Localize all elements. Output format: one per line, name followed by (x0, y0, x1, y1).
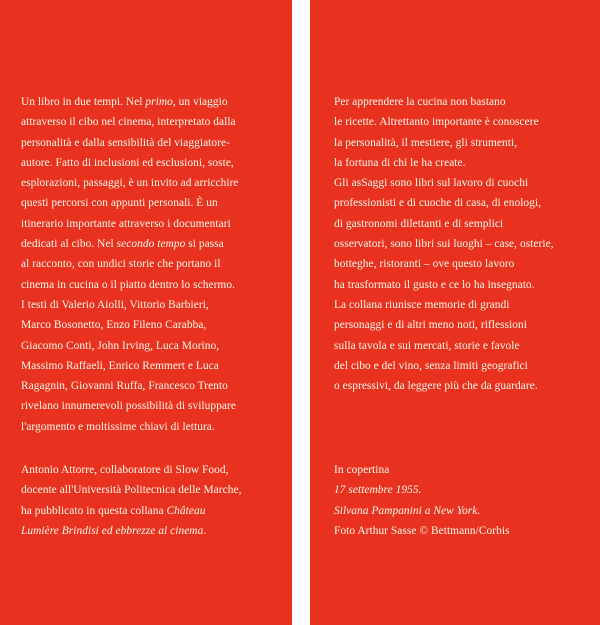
text-run: I testi di Valerio Aiolli, Vittorio Barbieri, (21, 298, 209, 311)
text-run: si passa (185, 238, 224, 251)
text-run: In copertina (334, 464, 390, 476)
text-run: osservatori, sono libri sui luoghi – case, osterie, (334, 238, 554, 251)
text-line (334, 356, 592, 376)
text-run: Antonio Attorre, collaboratore di Slow Food, (21, 464, 229, 476)
text-line (334, 234, 592, 254)
text-line (334, 173, 592, 193)
text-line (21, 501, 283, 521)
text-line (21, 376, 283, 396)
text-run: Ragagnin, Giovanni Ruffa, Francesco Trento (21, 380, 228, 393)
text-run: Gli asSaggi sono libri sul lavoro di cuochi (334, 177, 529, 190)
text-line (21, 193, 283, 213)
text-line (334, 193, 592, 213)
left-page (0, 0, 292, 625)
series-description (334, 92, 592, 396)
text-line (21, 315, 283, 335)
text-run: al racconto, con undici storie che portano il (21, 258, 221, 271)
cover-credit (334, 460, 592, 541)
text-run: esplorazioni, passaggi, è un invito ad arricchire (21, 177, 239, 190)
text-line (334, 133, 592, 153)
text-line (21, 254, 283, 274)
text-line (334, 92, 592, 112)
text-run: Foto Arthur Sasse © Bettmann/Corbis (334, 524, 510, 537)
italic-text: Château (166, 504, 206, 517)
text-run: autore. Fatto di inclusioni ed esclusioni, soste, (21, 156, 234, 169)
text-run: personaggi e di altri meno noti, riflessioni (334, 319, 527, 332)
text-line (334, 521, 592, 541)
text-run: rivelano innumerevoli possibilità di sviluppare (21, 400, 236, 413)
right-page (310, 0, 600, 625)
text-run: questi percorsi con appunti personali. È un (21, 197, 218, 210)
text-line (334, 315, 592, 335)
text-line (21, 112, 283, 132)
text-line (334, 275, 592, 295)
text-run: personalità e dalla sensibilità del viaggiatore- (21, 136, 230, 149)
text-run: Giacomo Conti, John Irving, Luca Morino, (21, 339, 220, 352)
text-line (21, 234, 283, 254)
text-run: , un viaggio (172, 96, 228, 108)
text-run: Marco Bosonetto, Enzo Fileno Carabba, (21, 319, 207, 332)
text-run: botteghe, ristoranti – ove questo lavoro (334, 258, 515, 271)
text-run: Un libro in due tempi. Nel (21, 96, 146, 108)
text-run: le ricette. Altrettanto importante è conoscere (334, 116, 539, 129)
text-run: ha pubblicato in questa collana (21, 504, 167, 517)
text-run: docente all'Università Politecnica delle Marche, (21, 484, 242, 497)
page-gutter (292, 0, 310, 625)
text-run: La collana riunisce memorie di grandi (334, 298, 510, 311)
text-line (334, 480, 592, 500)
text-run: . (203, 524, 207, 537)
text-line (334, 214, 592, 234)
text-run: professionisti e di cuoche di casa, di enologi, (334, 197, 542, 210)
text-run: Per apprendere la cucina non bastano (334, 96, 506, 108)
italic-text: secondo tempo (116, 238, 186, 251)
text-line (21, 173, 283, 193)
text-line (21, 92, 283, 112)
text-line (334, 376, 592, 396)
text-run: sulla tavola e sui mercati, storie e favole (334, 339, 520, 352)
text-run: cinema in cucina o il piatto dentro lo schermo. (21, 278, 235, 291)
text-line (334, 112, 592, 132)
text-line (21, 133, 283, 153)
text-run: o espressivi, da leggere più che da guardare. (334, 380, 538, 393)
text-line (334, 153, 592, 173)
italic-text: Lumière Brindisi ed ebbrezze al cinema (21, 524, 204, 537)
text-run: Massimo Raffaeli, Enrico Remmert e Luca (21, 359, 219, 372)
text-line (21, 356, 283, 376)
text-run: l'argomento e moltissime chiavi di lettura. (21, 420, 215, 433)
text-run: la fortuna di chi le ha create. (334, 156, 466, 169)
text-line (334, 460, 592, 480)
text-line (21, 460, 283, 480)
italic-text: 17 settembre 1955. (334, 484, 422, 497)
text-line (21, 480, 283, 500)
text-line (21, 153, 283, 173)
text-run: itinerario importante attraverso i documentari (21, 217, 231, 230)
book-description (21, 92, 283, 437)
text-run: ha trasformato il gusto e ce lo ha insegnato. (334, 278, 535, 291)
text-line (21, 396, 283, 416)
text-line (334, 295, 592, 315)
text-run: del cibo e del vino, senza limiti geografici (334, 359, 528, 372)
text-line (334, 336, 592, 356)
text-line (21, 214, 283, 234)
italic-text: Silvana Pampanini a New York. (334, 504, 481, 517)
text-line (21, 336, 283, 356)
text-line (334, 254, 592, 274)
text-run: dedicati al cibo. Nel (21, 238, 117, 251)
italic-text: primo (145, 96, 173, 108)
text-line (21, 417, 283, 437)
text-line (334, 501, 592, 521)
text-line (21, 275, 283, 295)
text-line (21, 295, 283, 315)
author-bio (21, 460, 283, 541)
text-run: di gastronomi dilettanti e di semplici (334, 217, 504, 230)
text-line (21, 521, 283, 541)
text-run: attraverso il cibo nel cinema, interpretato dalla (21, 116, 236, 129)
text-run: la personalità, il mestiere, gli strumenti, (334, 136, 518, 149)
